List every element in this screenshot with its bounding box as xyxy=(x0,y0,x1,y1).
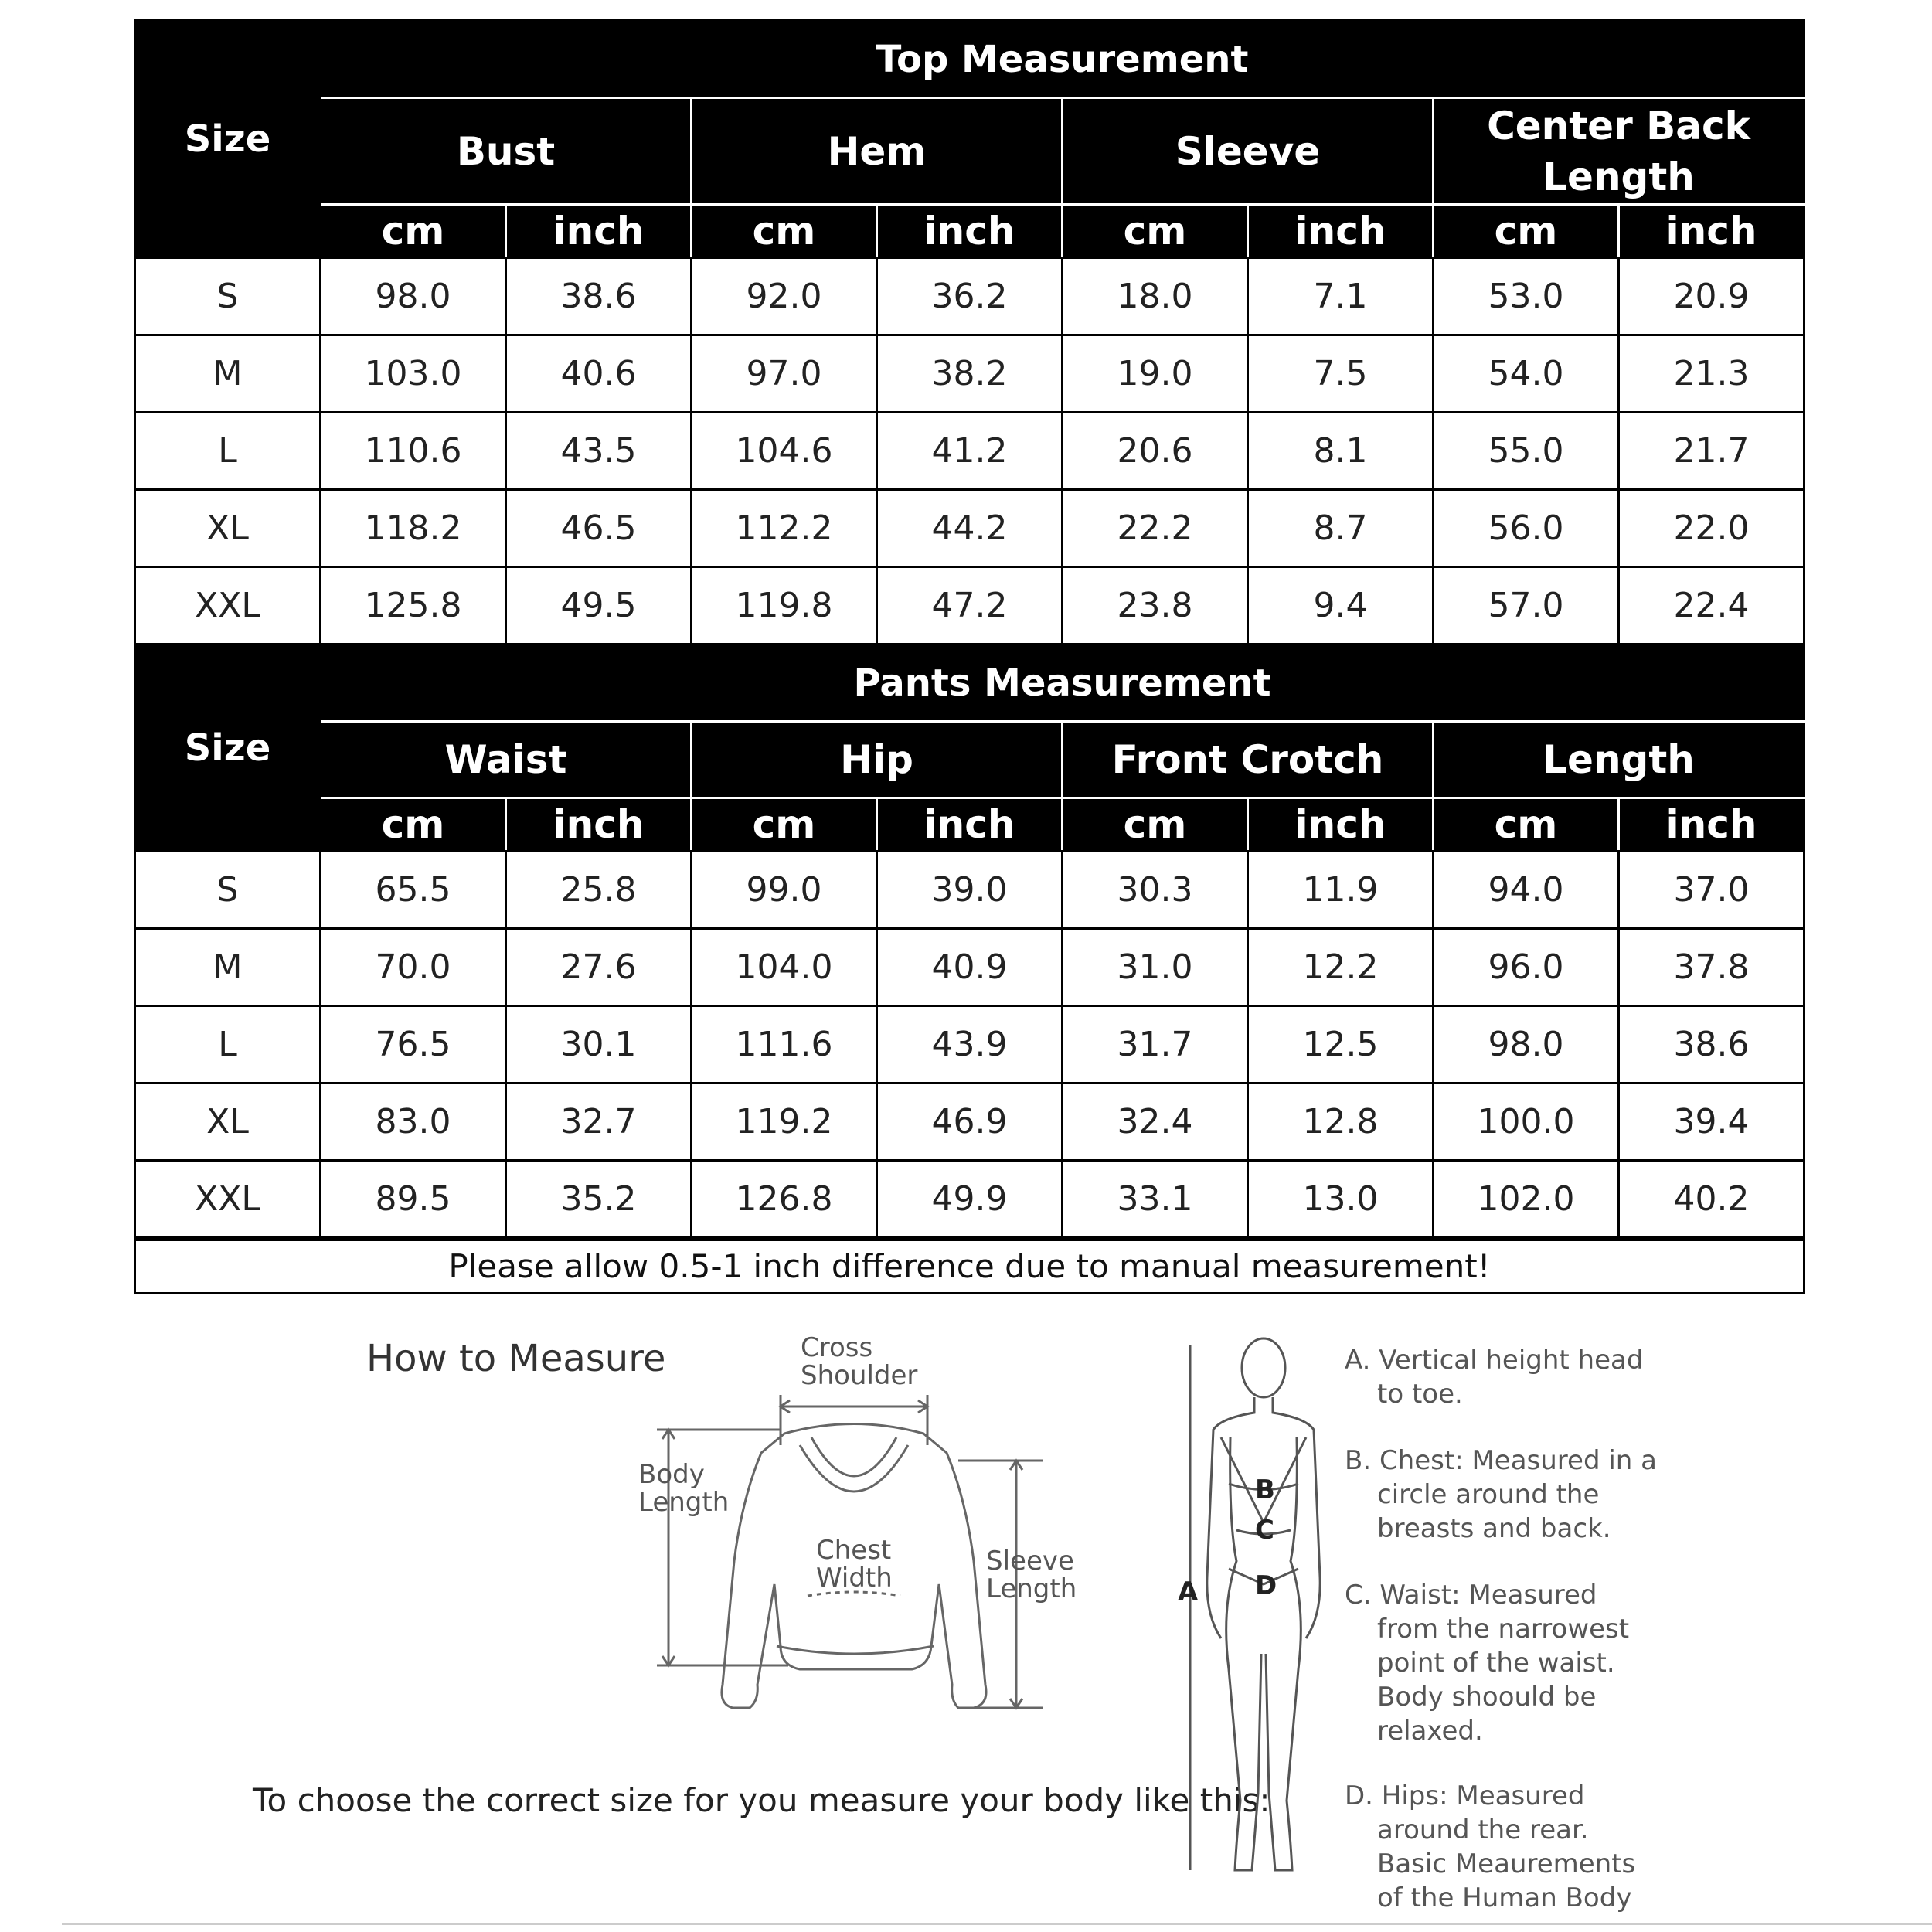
legend-line: B. Chest: Measured in a xyxy=(1345,1445,1657,1476)
value-cell: 99.0 xyxy=(692,852,877,929)
group-header-hip: Hip xyxy=(692,722,1063,798)
unit-header: cm xyxy=(692,205,877,258)
size-cell: XXL xyxy=(135,1161,321,1238)
value-cell: 43.5 xyxy=(506,413,692,490)
value-cell: 22.4 xyxy=(1619,567,1804,645)
value-cell: 27.6 xyxy=(506,929,692,1006)
size-cell: M xyxy=(135,929,321,1006)
value-cell: 100.0 xyxy=(1434,1083,1619,1161)
unit-header: cm xyxy=(1434,798,1619,852)
table-row xyxy=(135,1083,1804,1161)
value-cell: 92.0 xyxy=(692,258,877,335)
label-line: Sleeve xyxy=(986,1546,1074,1577)
value-cell: 22.0 xyxy=(1619,490,1804,567)
bottom-divider xyxy=(62,1923,1932,1925)
value-cell: 37.8 xyxy=(1619,929,1804,1006)
value-cell: 56.0 xyxy=(1434,490,1619,567)
table-row xyxy=(135,567,1804,645)
value-cell: 112.2 xyxy=(692,490,877,567)
value-cell: 46.9 xyxy=(877,1083,1063,1161)
legend-line: C. Waist: Measured xyxy=(1345,1580,1597,1611)
value-cell: 102.0 xyxy=(1434,1161,1619,1238)
value-cell: 12.8 xyxy=(1248,1083,1434,1161)
value-cell: 111.6 xyxy=(692,1006,877,1083)
body-length-label xyxy=(638,1461,729,1516)
size-header: Size xyxy=(135,645,321,852)
value-cell: 33.1 xyxy=(1063,1161,1248,1238)
how-to-measure-title: How to Measure xyxy=(366,1337,666,1380)
sleeve-length-label xyxy=(986,1547,1077,1603)
legend-line: to toe. xyxy=(1377,1379,1463,1410)
value-cell: 49.9 xyxy=(877,1161,1063,1238)
value-cell: 104.0 xyxy=(692,929,877,1006)
legend-line: from the narrowest xyxy=(1377,1614,1630,1645)
value-cell: 38.6 xyxy=(506,258,692,335)
choose-size-instruction: To choose the correct size for you measure your body like this: xyxy=(253,1781,1270,1819)
value-cell: 7.5 xyxy=(1248,335,1434,413)
group-header-length: Length xyxy=(1434,722,1804,798)
value-cell: 110.6 xyxy=(321,413,506,490)
value-cell: 94.0 xyxy=(1434,852,1619,929)
measurement-note: Please allow 0.5-1 inch difference due to manual measurement! xyxy=(134,1239,1805,1294)
value-cell: 40.2 xyxy=(1619,1161,1804,1238)
size-cell: S xyxy=(135,852,321,929)
value-cell: 21.3 xyxy=(1619,335,1804,413)
value-cell: 32.7 xyxy=(506,1083,692,1161)
value-cell: 8.7 xyxy=(1248,490,1434,567)
label-line: Length xyxy=(986,1573,1077,1604)
value-cell: 36.2 xyxy=(877,258,1063,335)
unit-header: cm xyxy=(321,205,506,258)
value-cell: 30.3 xyxy=(1063,852,1248,929)
group-header-hem: Hem xyxy=(692,98,1063,205)
label-line: Chest xyxy=(816,1535,892,1566)
legend-line: of the Human Body xyxy=(1377,1883,1632,1913)
value-cell: 97.0 xyxy=(692,335,877,413)
table-row xyxy=(135,1161,1804,1238)
legend-line: A. Vertical height head xyxy=(1345,1345,1644,1376)
body-letter-d: D xyxy=(1255,1570,1277,1601)
human-body-diagram-icon xyxy=(1175,1329,1329,1886)
size-cell: XXL xyxy=(135,567,321,645)
size-cell: XL xyxy=(135,1083,321,1161)
value-cell: 125.8 xyxy=(321,567,506,645)
value-cell: 31.7 xyxy=(1063,1006,1248,1083)
unit-header: inch xyxy=(877,205,1063,258)
size-header: Size xyxy=(135,21,321,258)
cross-shoulder-label xyxy=(801,1334,917,1389)
value-cell: 18.0 xyxy=(1063,258,1248,335)
top-measurement-table xyxy=(134,19,1805,645)
value-cell: 25.8 xyxy=(506,852,692,929)
value-cell: 44.2 xyxy=(877,490,1063,567)
value-cell: 41.2 xyxy=(877,413,1063,490)
table-title: Pants Measurement xyxy=(321,645,1804,722)
unit-header: inch xyxy=(1248,205,1434,258)
value-cell: 30.1 xyxy=(506,1006,692,1083)
value-cell: 20.9 xyxy=(1619,258,1804,335)
table-title: Top Measurement xyxy=(321,21,1804,98)
value-cell: 104.6 xyxy=(692,413,877,490)
unit-header: cm xyxy=(1434,205,1619,258)
value-cell: 22.2 xyxy=(1063,490,1248,567)
unit-header: inch xyxy=(1619,798,1804,852)
value-cell: 23.8 xyxy=(1063,567,1248,645)
value-cell: 57.0 xyxy=(1434,567,1619,645)
size-cell: L xyxy=(135,413,321,490)
size-cell: XL xyxy=(135,490,321,567)
value-cell: 98.0 xyxy=(321,258,506,335)
value-cell: 13.0 xyxy=(1248,1161,1434,1238)
value-cell: 35.2 xyxy=(506,1161,692,1238)
unit-header: inch xyxy=(506,205,692,258)
value-cell: 9.4 xyxy=(1248,567,1434,645)
unit-row xyxy=(135,798,1804,852)
value-cell: 19.0 xyxy=(1063,335,1248,413)
value-cell: 119.2 xyxy=(692,1083,877,1161)
legend-b xyxy=(1345,1444,1685,1546)
value-cell: 12.2 xyxy=(1248,929,1434,1006)
value-cell: 103.0 xyxy=(321,335,506,413)
table-row xyxy=(135,1006,1804,1083)
label-line: Width xyxy=(816,1563,893,1594)
unit-header: cm xyxy=(692,798,877,852)
value-cell: 8.1 xyxy=(1248,413,1434,490)
legend-line: Basic Meaurements xyxy=(1377,1849,1636,1879)
unit-header: cm xyxy=(321,798,506,852)
value-cell: 46.5 xyxy=(506,490,692,567)
legend-line: D. Hips: Measured xyxy=(1345,1781,1585,1811)
value-cell: 39.4 xyxy=(1619,1083,1804,1161)
legend-line: point of the waist. xyxy=(1377,1648,1615,1679)
size-cell: M xyxy=(135,335,321,413)
value-cell: 118.2 xyxy=(321,490,506,567)
group-header-front-crotch: Front Crotch xyxy=(1063,722,1434,798)
value-cell: 119.8 xyxy=(692,567,877,645)
group-header-center-back-length: Center Back Length xyxy=(1434,98,1804,205)
value-cell: 40.9 xyxy=(877,929,1063,1006)
legend-line: circle around the xyxy=(1377,1479,1600,1510)
value-cell: 54.0 xyxy=(1434,335,1619,413)
unit-header: inch xyxy=(877,798,1063,852)
value-cell: 65.5 xyxy=(321,852,506,929)
value-cell: 43.9 xyxy=(877,1006,1063,1083)
value-cell: 21.7 xyxy=(1619,413,1804,490)
label-line: Cross xyxy=(801,1332,873,1363)
chest-width-label xyxy=(816,1536,893,1592)
value-cell: 31.0 xyxy=(1063,929,1248,1006)
size-cell: S xyxy=(135,258,321,335)
legend-line: Body shoould be xyxy=(1377,1682,1597,1713)
value-cell: 40.6 xyxy=(506,335,692,413)
value-cell: 32.4 xyxy=(1063,1083,1248,1161)
value-cell: 70.0 xyxy=(321,929,506,1006)
pants-measurement-table xyxy=(134,643,1805,1239)
legend-d xyxy=(1345,1779,1685,1915)
value-cell: 83.0 xyxy=(321,1083,506,1161)
value-cell: 96.0 xyxy=(1434,929,1619,1006)
table-row xyxy=(135,335,1804,413)
unit-header: inch xyxy=(1619,205,1804,258)
value-cell: 39.0 xyxy=(877,852,1063,929)
value-cell: 38.2 xyxy=(877,335,1063,413)
legend-line: breasts and back. xyxy=(1377,1513,1611,1544)
body-letter-a: A xyxy=(1178,1577,1199,1607)
unit-header: inch xyxy=(506,798,692,852)
value-cell: 53.0 xyxy=(1434,258,1619,335)
legend-line: relaxed. xyxy=(1377,1716,1483,1747)
unit-header: cm xyxy=(1063,205,1248,258)
label-line: Shoulder xyxy=(801,1360,918,1391)
value-cell: 11.9 xyxy=(1248,852,1434,929)
table-row xyxy=(135,490,1804,567)
body-letter-b: B xyxy=(1255,1475,1275,1505)
size-cell: L xyxy=(135,1006,321,1083)
value-cell: 98.0 xyxy=(1434,1006,1619,1083)
value-cell: 20.6 xyxy=(1063,413,1248,490)
table-row xyxy=(135,929,1804,1006)
value-cell: 37.0 xyxy=(1619,852,1804,929)
legend-line: around the rear. xyxy=(1377,1815,1589,1845)
value-cell: 126.8 xyxy=(692,1161,877,1238)
label-line: Length xyxy=(638,1487,730,1518)
value-cell: 12.5 xyxy=(1248,1006,1434,1083)
group-header-waist: Waist xyxy=(321,722,692,798)
unit-header: cm xyxy=(1063,798,1248,852)
group-header-sleeve: Sleeve xyxy=(1063,98,1434,205)
value-cell: 38.6 xyxy=(1619,1006,1804,1083)
unit-header: inch xyxy=(1248,798,1434,852)
table-row xyxy=(135,258,1804,335)
value-cell: 76.5 xyxy=(321,1006,506,1083)
value-cell: 89.5 xyxy=(321,1161,506,1238)
value-cell: 47.2 xyxy=(877,567,1063,645)
unit-row xyxy=(135,205,1804,258)
group-header-bust: Bust xyxy=(321,98,692,205)
table-row xyxy=(135,413,1804,490)
value-cell: 55.0 xyxy=(1434,413,1619,490)
legend-c xyxy=(1345,1578,1685,1748)
value-cell: 7.1 xyxy=(1248,258,1434,335)
legend-a xyxy=(1345,1343,1685,1411)
body-letter-c: C xyxy=(1255,1515,1274,1546)
value-cell: 49.5 xyxy=(506,567,692,645)
table-row xyxy=(135,852,1804,929)
label-line: Body xyxy=(638,1459,705,1490)
